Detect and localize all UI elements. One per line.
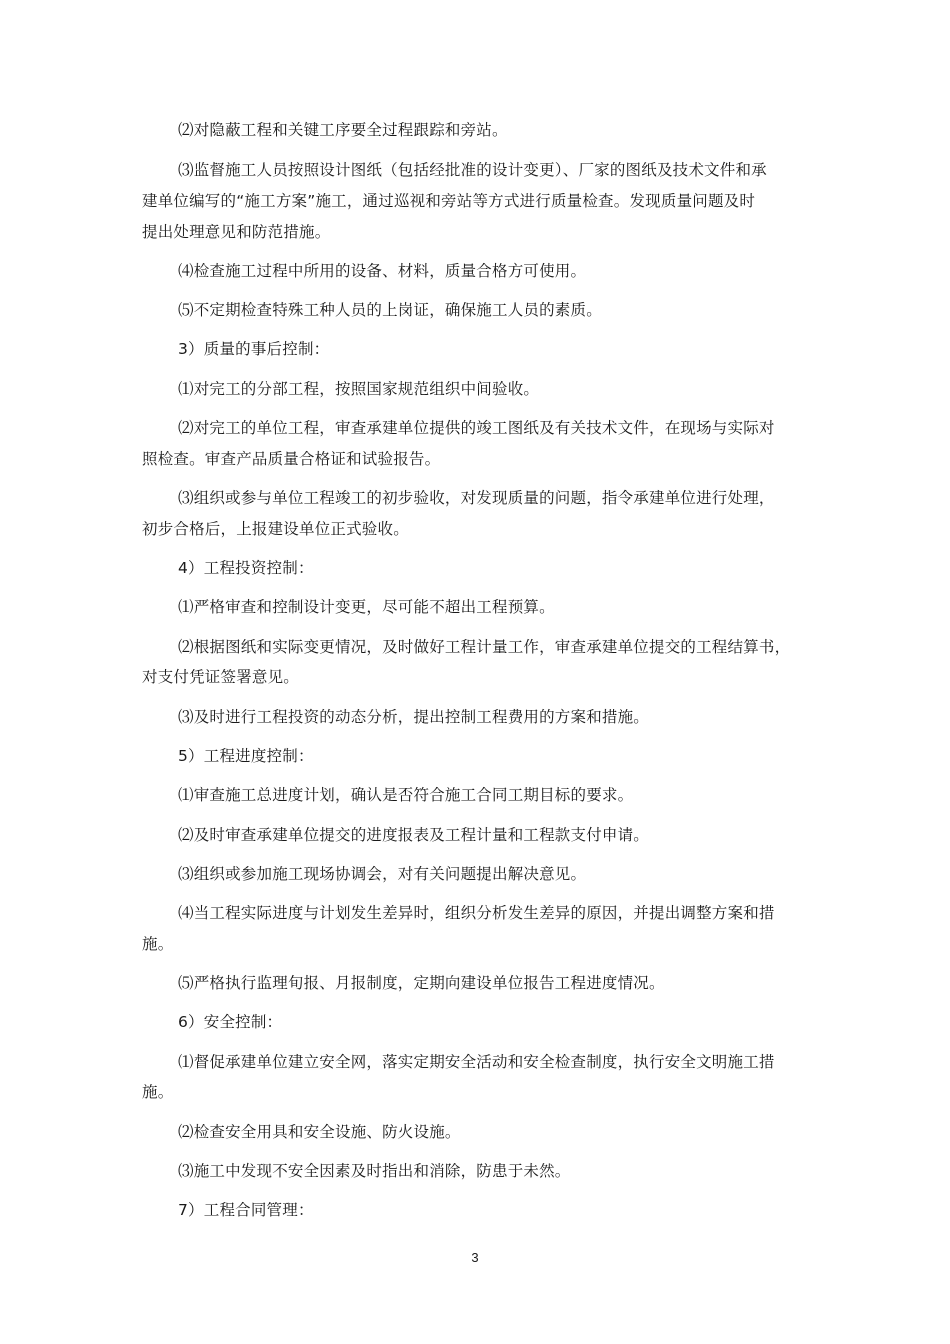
text-line: 施。 bbox=[142, 935, 174, 953]
text-line: ⑸不定期检查特殊工种人员的上岗证，确保施工人员的素质。 bbox=[178, 301, 602, 319]
text-line: ⑴督促承建单位建立安全网，落实定期安全活动和安全检查制度，执行安全文明施工措 bbox=[178, 1053, 775, 1071]
text-line: ⑴严格审查和控制设计变更，尽可能不超出工程预算。 bbox=[178, 598, 555, 616]
text-line: 初步合格后，上报建设单位正式验收。 bbox=[142, 520, 409, 538]
section-heading: 5）工程进度控制： bbox=[178, 747, 314, 765]
section-heading: 6）安全控制： bbox=[178, 1013, 283, 1031]
text-line: ⑴对完工的分部工程，按照国家规范组织中间验收。 bbox=[178, 380, 540, 398]
text-line: ⑴审查施工总进度计划，确认是否符合施工合同工期目标的要求。 bbox=[178, 786, 634, 804]
text-line: ⑵及时审查承建单位提交的进度报表及工程计量和工程款支付申请。 bbox=[178, 826, 650, 844]
text-line: ⑷检查施工过程中所用的设备、材料，质量合格方可使用。 bbox=[178, 262, 587, 280]
text-line: 提出处理意见和防范措施。 bbox=[142, 223, 331, 241]
text-line: ⑷当工程实际进度与计划发生差异时，组织分析发生差异的原因，并提出调整方案和措 bbox=[178, 904, 775, 922]
text-line: ⑵检查安全用具和安全设施、防火设施。 bbox=[178, 1123, 461, 1141]
text-line: ⑶施工中发现不安全因素及时指出和消除，防患于未然。 bbox=[178, 1162, 571, 1180]
text-line: ⑸严格执行监理旬报、月报制度，定期向建设单位报告工程进度情况。 bbox=[178, 974, 665, 992]
text-line: 照检查。审查产品质量合格证和试验报告。 bbox=[142, 450, 441, 468]
text-line: ⑶监督施工人员按照设计图纸（包括经批准的设计变更）、厂家的图纸及技术文件和承 bbox=[178, 161, 767, 179]
section-heading: 3）质量的事后控制： bbox=[178, 340, 330, 358]
text-line: ⑵根据图纸和实际变更情况，及时做好工程计量工作，审查承建单位提交的工程结算书， bbox=[178, 638, 791, 656]
text-line: ⑵对隐蔽工程和关键工序要全过程跟踪和旁站。 bbox=[178, 121, 508, 139]
text-line: ⑶组织或参与单位工程竣工的初步验收，对发现质量的问题，指令承建单位进行处理， bbox=[178, 489, 775, 507]
text-line: 对支付凭证签署意见。 bbox=[142, 668, 300, 686]
text-line: 建单位编写的“施工方案”施工，通过巡视和旁站等方式进行质量检查。发现质量问题及时 bbox=[142, 192, 756, 210]
section-heading: 7）工程合同管理： bbox=[178, 1201, 314, 1219]
page-number: 3 bbox=[471, 1250, 479, 1265]
text-line: ⑵对完工的单位工程，审查承建单位提供的竣工图纸及有关技术文件，在现场与实际对 bbox=[178, 419, 775, 437]
text-line: 施。 bbox=[142, 1083, 174, 1101]
section-heading: 4）工程投资控制： bbox=[178, 559, 314, 577]
text-line: ⑶组织或参加施工现场协调会，对有关问题提出解决意见。 bbox=[178, 865, 587, 883]
text-line: ⑶及时进行工程投资的动态分析，提出控制工程费用的方案和措施。 bbox=[178, 708, 650, 726]
